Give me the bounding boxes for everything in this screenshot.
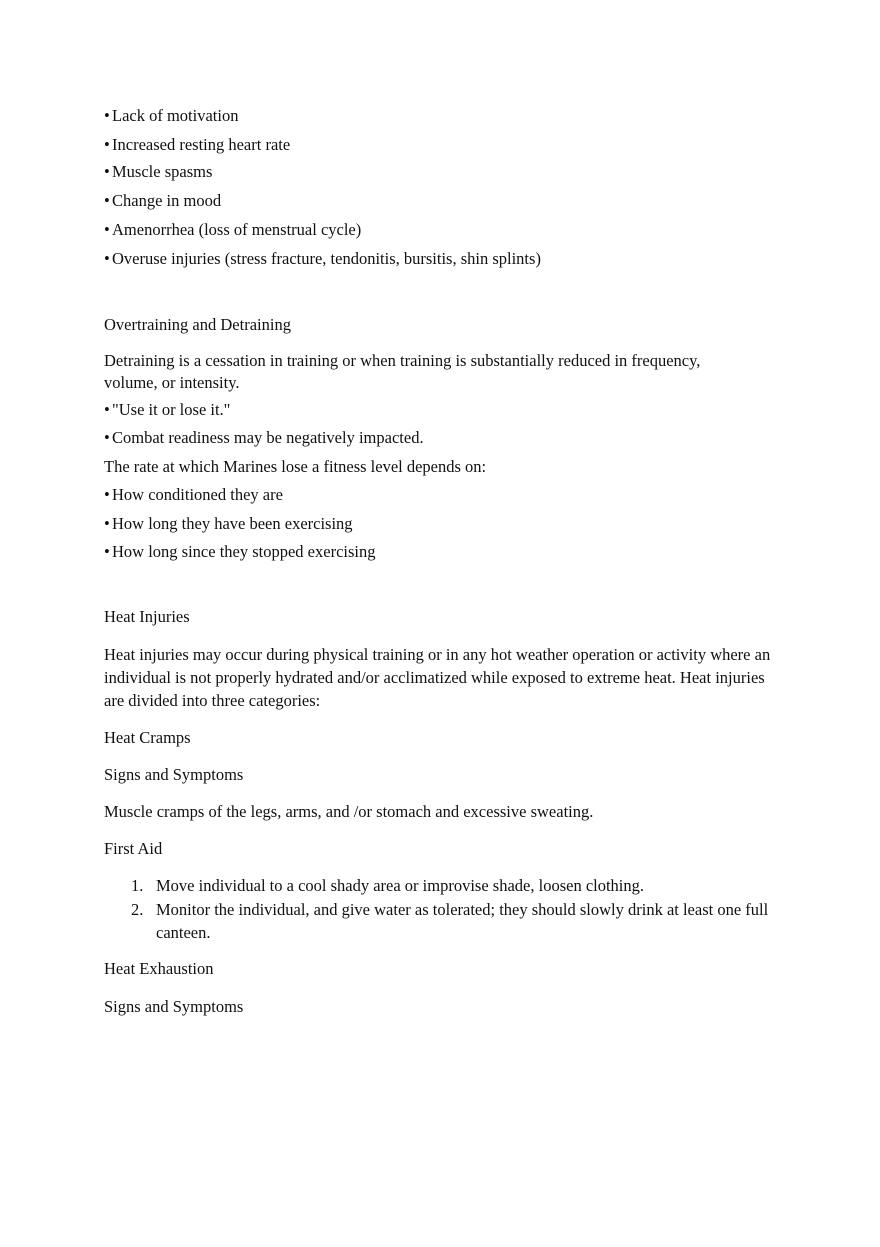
label-signs-symptoms: Signs and Symptoms xyxy=(104,765,244,784)
subheading-heat-exhaustion: Heat Exhaustion xyxy=(104,959,214,978)
section-heading-detraining: Overtraining and Detraining xyxy=(104,315,291,334)
list-item: • How long since they stopped exercising xyxy=(104,541,774,563)
step-text: Monitor the individual, and give water as tolerated; they should slowly drink at least one full canteen. xyxy=(156,900,769,942)
section-heading-heat-injuries: Heat Injuries xyxy=(104,607,190,626)
list-item: • Change in mood xyxy=(104,190,774,212)
list-item: • Increased resting heart rate xyxy=(104,134,774,156)
first-aid-step xyxy=(131,874,774,897)
list-item: • Combat readiness may be negatively impacted. xyxy=(104,427,774,449)
signs-symptoms-text: Muscle cramps of the legs, arms, and /or stomach and excessive sweating. xyxy=(104,802,594,821)
step-text: Move individual to a cool shady area or improvise shade, loosen clothing. xyxy=(156,876,645,895)
step-number: 2. xyxy=(131,900,144,919)
list-item: • How conditioned they are xyxy=(104,484,774,506)
label-signs-symptoms: Signs and Symptoms xyxy=(104,997,244,1016)
list-item: • Lack of motivation xyxy=(104,105,774,127)
detraining-paragraph: Detraining is a cessation in training or when training is substantially reduced in frequency, volume, or intensity. xyxy=(104,351,701,392)
heat-injuries-paragraph: Heat injuries may occur during physical training or in any hot weather operation or activity where an individual is not properly hydrated and/or acclimatized while exposed to extreme heat. Heat injuries are divided into three categories: xyxy=(104,645,771,710)
list-item: • "Use it or lose it." xyxy=(104,399,774,421)
subheading-heat-cramps: Heat Cramps xyxy=(104,728,191,747)
list-item: • Amenorrhea (loss of menstrual cycle) xyxy=(104,219,774,241)
list-item: • How long they have been exercising xyxy=(104,513,774,535)
list-item: • Overuse injuries (stress fracture, tendonitis, bursitis, shin splints) xyxy=(104,248,774,270)
rate-paragraph: The rate at which Marines lose a fitness level depends on: xyxy=(104,457,487,476)
list-item: • Muscle spasms xyxy=(104,161,774,183)
step-number: 1. xyxy=(131,876,144,895)
label-first-aid: First Aid xyxy=(104,839,163,858)
first-aid-step xyxy=(131,898,774,944)
